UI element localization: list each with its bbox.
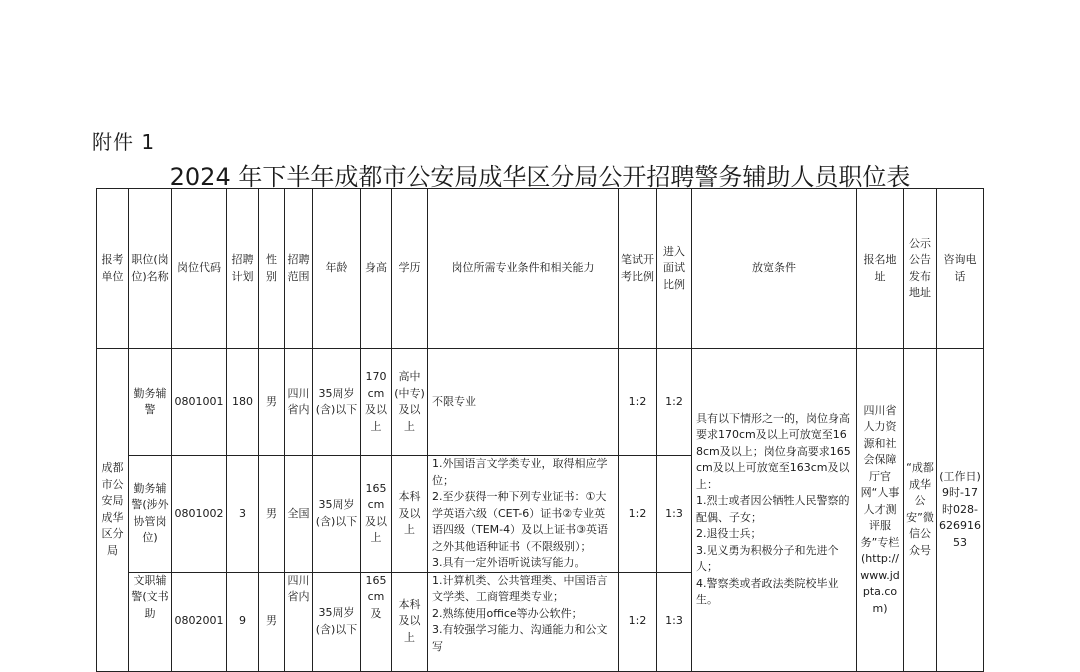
cell-written-ratio: 1:2	[619, 456, 657, 573]
cell-age: 35周岁(含)以下	[313, 572, 361, 671]
header-relaxed-conditions: 放宽条件	[692, 189, 857, 349]
cell-relaxed-conditions: 具有以下情形之一的，岗位身高要求170cm及以上可放宽至168cm及以上；岗位身高要求165cm及以上可放宽至163cm及以上： 1.烈士或者因公牺牲人民警察的配偶、子女； 2.退役士兵； 3.见义勇为积极分子和先进个人； 4.警察类或者政法类院校毕业生。	[692, 349, 857, 672]
cell-code: 0802001	[172, 572, 227, 671]
cell-requirements: 1.计算机类、公共管理类、中国语言文学类、工商管理类专业； 2.熟练使用office等办公软件； 3.有较强学习能力、沟通能力和公文写	[428, 572, 619, 671]
cell-code: 0801001	[172, 349, 227, 456]
cell-interview-ratio: 1:3	[657, 572, 692, 671]
header-interview-ratio: 进入面试比例	[657, 189, 692, 349]
cell-unit: 成都市公安局成华区分局	[97, 349, 129, 672]
header-unit: 报考单位	[97, 189, 129, 349]
cell-scope: 四川省内	[285, 572, 313, 671]
header-height: 身高	[361, 189, 392, 349]
cell-notice: “成都成华公安”微信公众号	[904, 349, 937, 672]
cell-plan: 9	[227, 572, 259, 671]
header-education: 学历	[392, 189, 428, 349]
annex-label: 附件 1	[92, 130, 156, 154]
cell-education: 本科及以上	[392, 572, 428, 671]
cell-written-ratio: 1:2	[619, 572, 657, 671]
cell-height: 165cm及	[361, 572, 392, 671]
document-title: 2024 年下半年成都市公安局成华区分局公开招聘警务辅助人员职位表	[169, 163, 911, 191]
cell-gender: 男	[259, 456, 285, 573]
header-position: 职位(岗位)名称	[129, 189, 172, 349]
cell-requirements: 1.外国语言文学类专业，取得相应学位； 2.至少获得一种下列专业证书：①大学英语六级（CET-6）证书②专业英语四级（TEM-4）及以上证书③英语之外其他语种证书（不限级别）； 3.具有一定外语听说读写能力。	[428, 456, 619, 573]
table-header-row	[97, 189, 984, 349]
header-gender: 性别	[259, 189, 285, 349]
cell-plan: 180	[227, 349, 259, 456]
header-plan: 招聘计划	[227, 189, 259, 349]
cell-age: 35周岁(含)以下	[313, 349, 361, 456]
table-row	[97, 349, 984, 456]
cell-gender: 男	[259, 572, 285, 671]
cell-gender: 男	[259, 349, 285, 456]
header-phone: 咨询电话	[937, 189, 984, 349]
header-requirements: 岗位所需专业条件和相关能力	[428, 189, 619, 349]
header-written-ratio: 笔试开考比例	[619, 189, 657, 349]
cell-code: 0801002	[172, 456, 227, 573]
header-age: 年龄	[313, 189, 361, 349]
header-scope: 招聘范围	[285, 189, 313, 349]
cell-position: 勤务辅警(涉外协管岗位)	[129, 456, 172, 573]
cell-education: 高中(中专)及以上	[392, 349, 428, 456]
cell-registration: 四川省人力资源和社会保障厅官网“人事人才测评服务”专栏(http://www.jdpta.com)	[857, 349, 904, 672]
cell-written-ratio: 1:2	[619, 349, 657, 456]
cell-interview-ratio: 1:3	[657, 456, 692, 573]
cell-scope: 四川省内	[285, 349, 313, 456]
cell-height: 165cm及以上	[361, 456, 392, 573]
header-code: 岗位代码	[172, 189, 227, 349]
cell-scope: 全国	[285, 456, 313, 573]
cell-phone: (工作日)9时-17时028-626916 53	[937, 349, 984, 672]
cell-height: 170cm及以上	[361, 349, 392, 456]
cell-plan: 3	[227, 456, 259, 573]
header-registration: 报名地址	[857, 189, 904, 349]
header-notice: 公示公告发布地址	[904, 189, 937, 349]
cell-position: 文职辅警(文书助	[129, 572, 172, 671]
position-table	[96, 188, 984, 672]
cell-education: 本科及以上	[392, 456, 428, 573]
cell-age: 35周岁(含)以下	[313, 456, 361, 573]
cell-interview-ratio: 1:2	[657, 349, 692, 456]
cell-requirements: 不限专业	[428, 349, 619, 456]
cell-position: 勤务辅警	[129, 349, 172, 456]
